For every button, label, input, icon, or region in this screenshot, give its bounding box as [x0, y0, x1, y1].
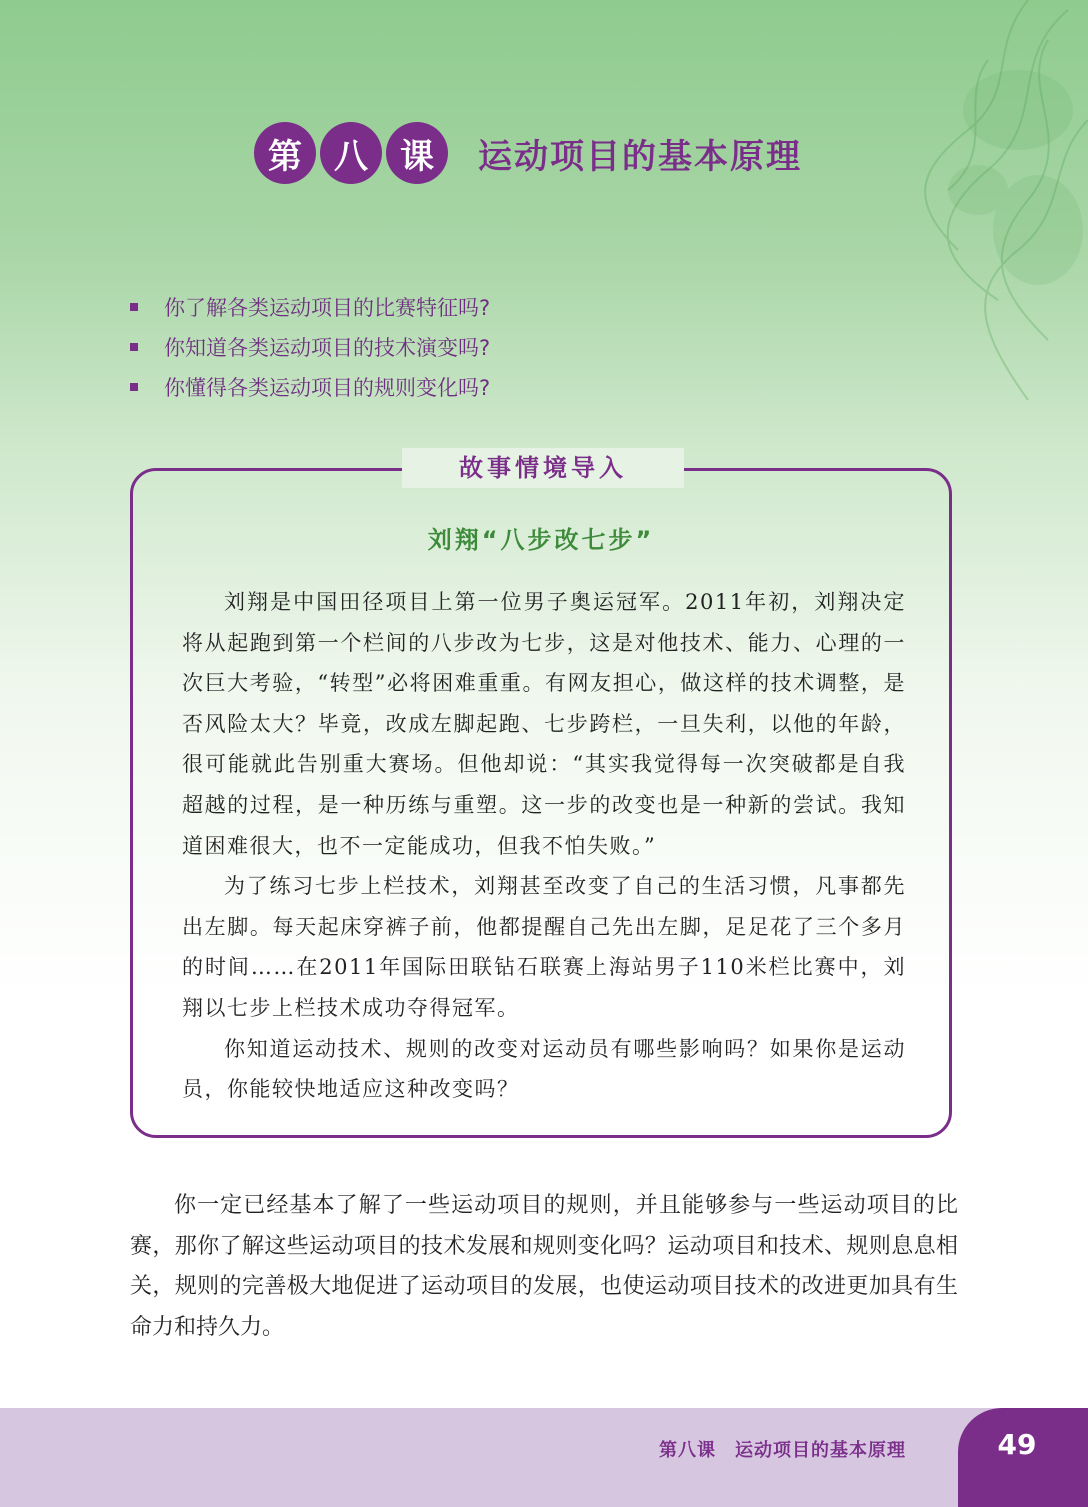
- question-item: [130, 287, 490, 327]
- story-paragraph: 刘翔是中国田径项目上第一位男子奥运冠军。2011年初，刘翔决定将从起跑到第一个栏间的八步改为七步，这是对他技术、能力、心理的一次巨大考验，“转型”必将困难重重。有网友担心，做这样的技术调整，是否风险太大？毕竟，改成左脚起跑、七步跨栏，一旦失利，以他的年龄，很可能就此告别重大赛场。但他却说：“其实我觉得每一次突破都是自我超越的过程，是一种历练与重塑。这一步的改变也是一种新的尝试。我知道困难很大，也不一定能成功，但我不怕失败。”: [182, 590, 906, 858]
- lesson-title-row: [254, 122, 802, 184]
- main-paragraph: 你一定已经基本了解了一些运动项目的规则，并且能够参与一些运动项目的比赛，那你了解这些运动项目的技术发展和规则变化吗？运动项目和技术、规则息息相关，规则的完善极大地促进了运动项目的发展，也使运动项目技术的改进更加具有生命力和持久力。: [130, 1193, 958, 1340]
- question-item: [130, 327, 490, 367]
- lesson-badge: 课: [386, 122, 448, 184]
- story-paragraph: 为了练习七步上栏技术，刘翔甚至改变了自己的生活习惯，凡事都先出左脚。每天起床穿裤子前，他都提醒自己先出左脚，足足花了三个多月的时间……在2011年国际田联钻石联赛上海站男子110米栏比赛中，刘翔以七步上栏技术成功夺得冠军。: [182, 874, 906, 1020]
- bullet-icon: [130, 303, 138, 311]
- story-title: 刘翔“八步改七步”: [427, 526, 655, 554]
- story-section-header: 故事情境导入: [402, 448, 684, 488]
- lesson-badge: 八: [320, 122, 382, 184]
- bullet-icon: [130, 383, 138, 391]
- smoke-decoration: [788, 0, 1088, 420]
- question-text: 你了解各类运动项目的比赛特征吗?: [164, 296, 491, 320]
- story-body: [182, 582, 906, 1110]
- page-number: 49: [997, 1428, 1037, 1461]
- footer-band: [0, 1408, 1088, 1507]
- story-paragraph: 你知道运动技术、规则的改变对运动员有哪些影响吗？如果你是运动员，你能较快地适应这种改变吗？: [182, 1036, 906, 1102]
- lesson-title: 运动项目的基本原理: [478, 136, 802, 177]
- question-item: [130, 367, 490, 407]
- footer-running-title: 第八课 运动项目的基本原理: [659, 1440, 906, 1461]
- main-text: [130, 1186, 958, 1348]
- lesson-badge: 第: [254, 122, 316, 184]
- question-text: 你知道各类运动项目的技术演变吗?: [164, 336, 491, 360]
- question-text: 你懂得各类运动项目的规则变化吗?: [164, 376, 491, 400]
- question-list: [130, 287, 490, 407]
- bullet-icon: [130, 343, 138, 351]
